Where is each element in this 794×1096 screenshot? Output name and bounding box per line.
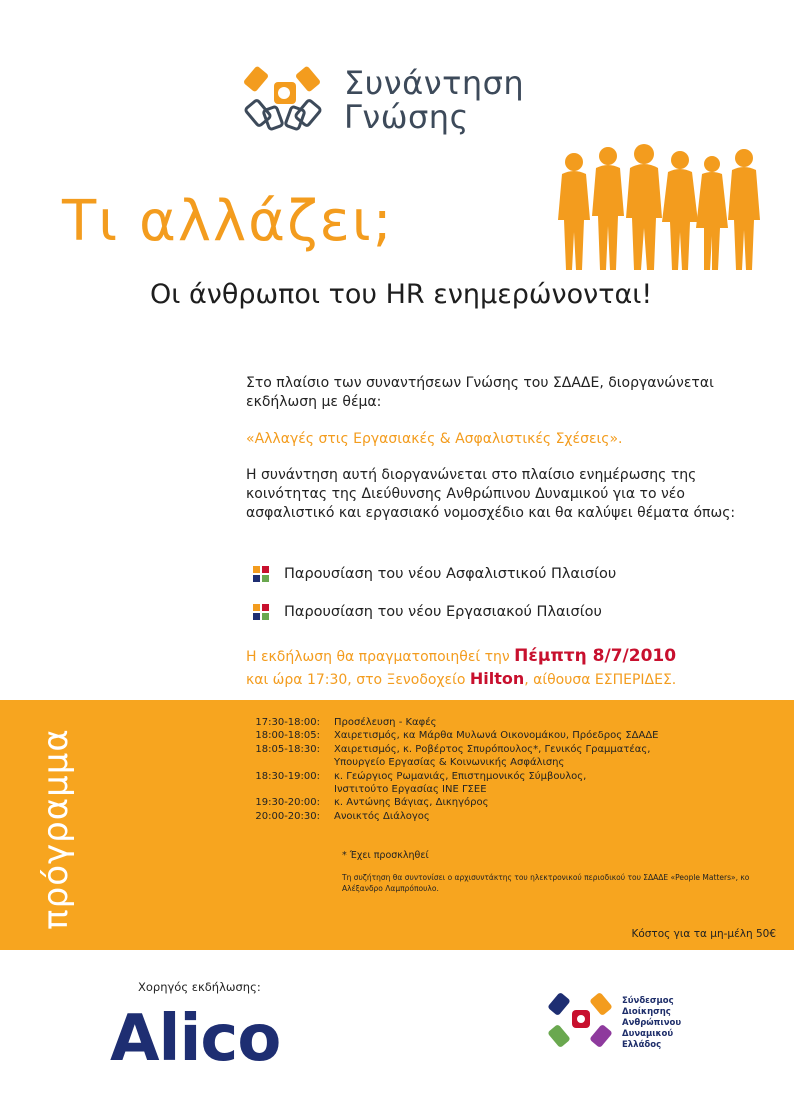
schedule-row — [228, 743, 768, 770]
event-venue: Hilton — [469, 669, 525, 688]
schedule-desc: κ. Γεώργιος Ρωμανιάς, Επιστημονικός Σύμβουλος, — [334, 770, 587, 782]
schedule-time: 17:30-18:00: — [255, 717, 320, 728]
event-line1 — [246, 646, 766, 668]
association-logo-icon — [546, 990, 616, 1052]
association-name — [622, 996, 681, 1051]
description-text: Η συνάντηση αυτή διοργανώνεται στο πλαίσιο ενημέρωσης της κοινότητας της Διεύθυνσης Ανθρώπινου Δυναμικού για το νέο ασφαλιστικό και εργασιακό νομοσχέδιο και θα καλύψει θέματα όπως: — [246, 467, 736, 521]
people-silhouettes-icon — [534, 140, 766, 272]
event-line1-prefix: Η εκδήλωση θα πραγματοποιηθεί την — [246, 649, 510, 665]
schedule-time: 18:30-19:00: — [255, 770, 320, 782]
schedule-time: 18:00-18:05: — [255, 730, 320, 742]
schedule — [228, 716, 768, 823]
brand-title-line1: Συνάντηση — [344, 64, 525, 102]
event-line2 — [246, 668, 766, 691]
bullet-item — [252, 602, 602, 622]
schedule-desc: Χαιρετισμός, κ. Ροβέρτος Σπυρόπουλος*, Γενικός Γραμματέας, — [334, 743, 651, 755]
schedule-row — [228, 770, 768, 797]
schedule-time: 20:00-20:30: — [255, 810, 320, 822]
schedule-desc: κ. Αντώνης Βάγιας, Δικηγόρος — [334, 797, 489, 809]
cost-note: Κόστος για τα μη-μέλη 50€ — [631, 928, 776, 940]
brand-logo-icon — [244, 64, 324, 138]
intro-text: Στο πλαίσιο των συναντήσεων Γνώσης του ΣΔΑΔΕ, διοργανώνεται εκδήλωση με θέμα: — [246, 375, 714, 410]
schedule-row — [228, 716, 768, 729]
association-name-line: Δυναμικού — [622, 1029, 674, 1039]
event-date: Πέμπτη 8/7/2010 — [514, 646, 677, 666]
schedule-desc: Χαιρετισμός, κα Μάρθα Μυλωνά Οικονομάκου, Πρόεδρος ΣΔΑΔΕ — [334, 730, 659, 742]
association-name-line: Διοίκησης — [622, 1007, 671, 1017]
bullet-logo-icon — [252, 565, 270, 583]
bullet-logo-icon — [252, 603, 270, 621]
headline: Τι αλλάζει; — [62, 189, 394, 254]
moderator-note: Τη συζήτηση θα συντονίσει ο αρχισυντάκτης του ηλεκτρονικού περιοδικού του ΣΔΑΔΕ «People Matters», κο Αλέξανδρο Λαμπρόπουλο. — [342, 873, 750, 893]
association-name-line: Ανθρώπινου — [622, 1018, 682, 1028]
schedule-time: 18:05-18:30: — [255, 743, 320, 755]
sponsor-label: Χορηγός εκδήλωσης: — [138, 980, 261, 994]
brand-title-line2: Γνώσης — [344, 98, 469, 136]
schedule-desc: Ινστιτούτο Εργασίας ΙΝΕ ΓΣΕΕ — [334, 784, 487, 796]
event-info — [246, 646, 766, 691]
topic-text: «Αλλαγές στις Εργασιακές & Ασφαλιστικές Σχέσεις». — [246, 431, 623, 447]
schedule-time: 19:30-20:00: — [255, 797, 320, 809]
program-label — [30, 724, 82, 934]
association-name-line: Σύνδεσμος — [622, 996, 674, 1006]
schedule-row — [228, 810, 768, 823]
association-name-line: Ελλάδος — [622, 1040, 662, 1050]
schedule-row — [228, 796, 768, 809]
bullet-text: Παρουσίαση του νέου Ασφαλιστικού Πλαισίου — [284, 566, 617, 582]
invitation-note: * Έχει προσκληθεί — [342, 850, 429, 861]
bullet-item — [252, 564, 616, 584]
schedule-desc: Προσέλευση - Καφές — [334, 717, 437, 728]
schedule-row — [228, 729, 768, 742]
bullet-text: Παρουσίαση του νέου Εργασιακού Πλαισίου — [284, 604, 602, 620]
event-line2-prefix: και ώρα 17:30, στο Ξενοδοχείο — [246, 672, 466, 688]
event-line2-suffix: , αίθουσα ΕΣΠΕΡΙΔΕΣ. — [524, 672, 677, 688]
program-label-text: πρόγραμμα — [36, 728, 76, 930]
subheadline: Οι άνθρωποι του HR ενημερώνονται! — [150, 279, 653, 310]
schedule-desc: Υπουργείο Εργασίας & Κοινωνικής Ασφάλισης — [334, 757, 565, 769]
sponsor-logo: Alico — [110, 1002, 281, 1076]
schedule-desc: Ανοικτός Διάλογος — [334, 810, 430, 822]
brand-title — [344, 66, 524, 134]
